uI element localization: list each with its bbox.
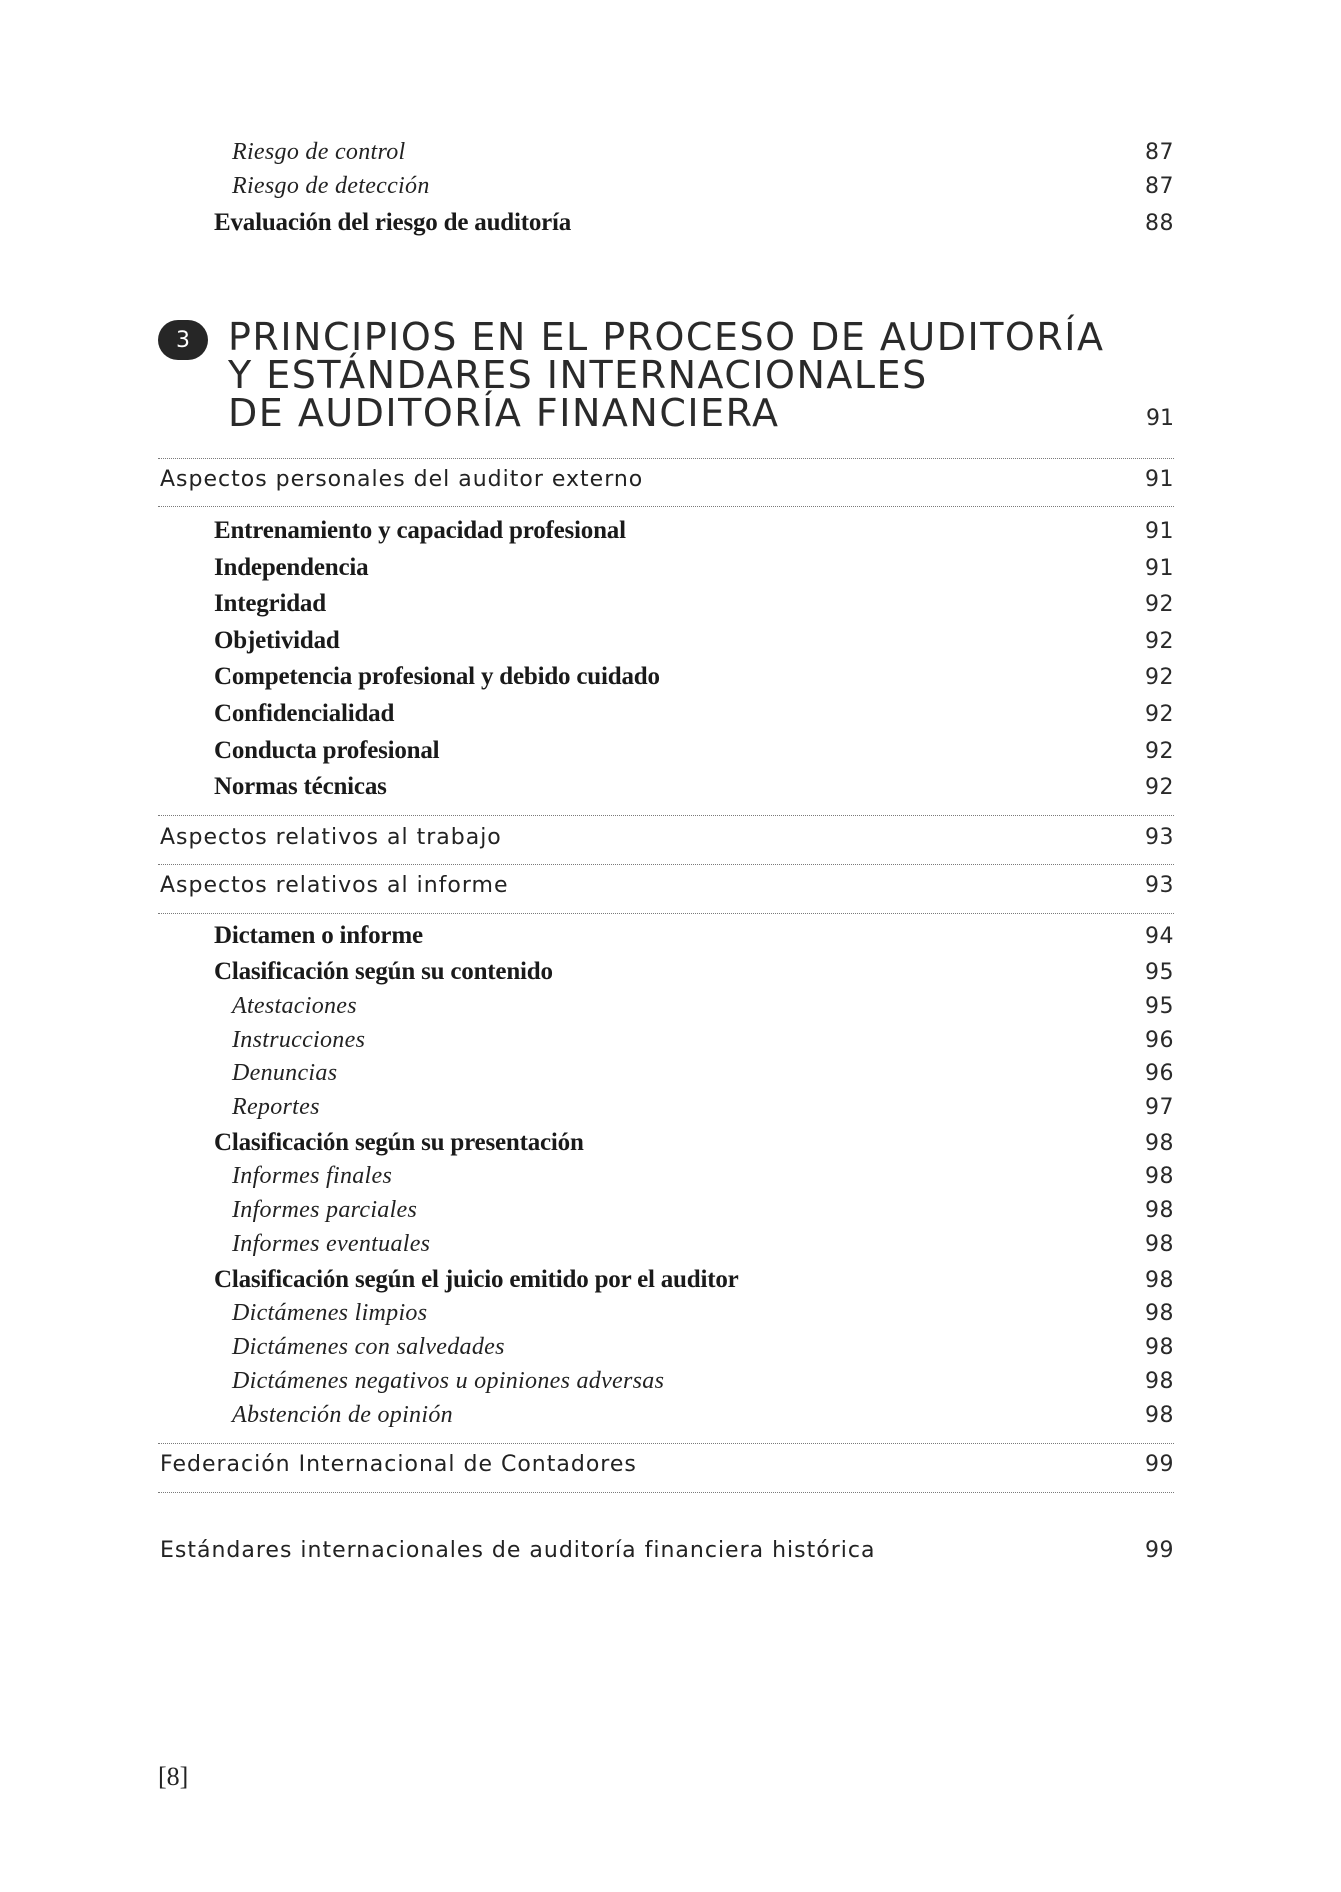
toc-entry-page: 98 (1145, 1131, 1174, 1156)
toc-entry-text: Normas técnicas (214, 773, 387, 800)
toc-entry-clasificacion-contenido[interactable] (158, 958, 1174, 990)
toc-entry-page: 96 (1145, 1061, 1174, 1086)
toc-entry-text: Riesgo de detección (232, 173, 430, 199)
chapter-title (228, 315, 1105, 435)
toc-entry-text: Clasificación según su contenido (214, 958, 553, 985)
toc-entry-text: Conducta profesional (214, 737, 440, 764)
toc-section-aspectos-trabajo[interactable] (158, 825, 1174, 857)
toc-section-page: 93 (1145, 873, 1174, 898)
dotted-divider (158, 864, 1174, 865)
toc-entry-text: Integridad (214, 590, 326, 617)
toc-entry-text: Dictámenes con salvedades (232, 1334, 505, 1360)
toc-section-title: Estándares internacionales de auditoría financiera histórica (160, 1538, 876, 1563)
toc-entry-page: 98 (1145, 1369, 1174, 1394)
toc-section-page: 91 (1145, 467, 1174, 492)
toc-section-page: 99 (1145, 1538, 1174, 1563)
toc-section-estandares[interactable] (158, 1538, 1174, 1570)
toc-entry-text: Atestaciones (232, 993, 357, 1019)
toc-entry-page: 98 (1145, 1335, 1174, 1360)
chapter-heading[interactable] (158, 315, 1174, 435)
toc-entry-page: 88 (1145, 211, 1174, 236)
toc-entry-text: Dictámenes limpios (232, 1300, 428, 1326)
toc-entry-page: 92 (1145, 775, 1174, 800)
toc-entry-page: 92 (1145, 629, 1174, 654)
toc-entry-dictamenes-negativos[interactable] (158, 1368, 1174, 1400)
toc-entry-text: Reportes (232, 1094, 320, 1120)
toc-entry-entrenamiento[interactable] (158, 517, 1174, 549)
toc-section-federacion[interactable] (158, 1452, 1174, 1484)
toc-entry-dictamen[interactable] (158, 922, 1174, 954)
toc-entry-confidencialidad[interactable] (158, 700, 1174, 732)
toc-entry-objetividad[interactable] (158, 627, 1174, 659)
toc-entry-text: Dictamen o informe (214, 922, 423, 949)
page-number: [8] (158, 1762, 189, 1791)
toc-entry-page: 95 (1145, 994, 1174, 1019)
toc-entry-integridad[interactable] (158, 590, 1174, 622)
toc-entry-denuncias[interactable] (158, 1060, 1174, 1092)
chapter-page: 91 (1146, 406, 1174, 431)
toc-entry-competencia[interactable] (158, 663, 1174, 695)
toc-entry-page: 98 (1145, 1198, 1174, 1223)
toc-entry-page: 87 (1145, 174, 1174, 199)
toc-entry-page: 92 (1145, 739, 1174, 764)
toc-entry-clasificacion-juicio[interactable] (158, 1266, 1174, 1298)
chapter-title-line: DE AUDITORÍA FINANCIERA (228, 391, 780, 435)
toc-entry-page: 92 (1145, 665, 1174, 690)
dotted-divider (158, 815, 1174, 816)
toc-section-title: Federación Internacional de Contadores (160, 1452, 637, 1477)
toc-entry-text: Denuncias (232, 1060, 338, 1086)
toc-entry-riesgo-control[interactable] (158, 139, 1174, 171)
toc-entry-reportes[interactable] (158, 1094, 1174, 1126)
toc-entry-page: 92 (1145, 592, 1174, 617)
toc-entry-text: Clasificación según el juicio emitido por el auditor (214, 1266, 739, 1293)
toc-section-page: 99 (1145, 1452, 1174, 1477)
toc-entry-text: Confidencialidad (214, 700, 395, 727)
toc-entry-page: 97 (1145, 1095, 1174, 1120)
toc-entry-dictamenes-limpios[interactable] (158, 1300, 1174, 1332)
toc-entry-text: Clasificación según su presentación (214, 1129, 584, 1156)
toc-entry-evaluacion-riesgo[interactable] (158, 209, 1174, 241)
dotted-divider (158, 1492, 1174, 1493)
toc-entry-page: 92 (1145, 702, 1174, 727)
toc-entry-text: Instrucciones (232, 1027, 366, 1053)
toc-entry-riesgo-deteccion[interactable] (158, 173, 1174, 205)
toc-entry-normas-tecnicas[interactable] (158, 773, 1174, 805)
chapter-number-badge: 3 (158, 320, 208, 360)
toc-section-aspectos-informe[interactable] (158, 873, 1174, 905)
toc-entry-atestaciones[interactable] (158, 993, 1174, 1025)
toc-entry-text: Abstención de opinión (232, 1402, 453, 1428)
toc-entry-text: Competencia profesional y debido cuidado (214, 663, 660, 690)
toc-entry-text: Riesgo de control (232, 139, 406, 165)
toc-section-aspectos-personales[interactable] (158, 467, 1174, 499)
toc-entry-text: Dictámenes negativos u opiniones adversas (232, 1368, 665, 1394)
toc-entry-page: 96 (1145, 1028, 1174, 1053)
toc-entry-informes-finales[interactable] (158, 1163, 1174, 1195)
dotted-divider (158, 506, 1174, 507)
toc-entry-page: 95 (1145, 960, 1174, 985)
toc-entry-page: 87 (1145, 140, 1174, 165)
chapter-title-line: PRINCIPIOS EN EL PROCESO DE AUDITORÍA (228, 315, 1105, 359)
toc-entry-text: Informes parciales (232, 1197, 418, 1223)
dotted-divider (158, 1443, 1174, 1444)
toc-entry-text: Independencia (214, 554, 369, 581)
toc-entry-page: 98 (1145, 1301, 1174, 1326)
toc-entry-text: Entrenamiento y capacidad profesional (214, 517, 626, 544)
toc-entry-informes-parciales[interactable] (158, 1197, 1174, 1229)
toc-entry-page: 91 (1145, 556, 1174, 581)
toc-section-title: Aspectos personales del auditor externo (160, 467, 644, 492)
toc-section-page: 93 (1145, 825, 1174, 850)
toc-entry-page: 91 (1145, 519, 1174, 544)
toc-section-title: Aspectos relativos al trabajo (160, 825, 502, 850)
toc-entry-independencia[interactable] (158, 554, 1174, 586)
toc-entry-text: Objetividad (214, 627, 340, 654)
toc-entry-abstencion[interactable] (158, 1402, 1174, 1434)
toc-entry-text: Informes eventuales (232, 1231, 431, 1257)
toc-entry-clasificacion-presentacion[interactable] (158, 1129, 1174, 1161)
toc-entry-page: 98 (1145, 1403, 1174, 1428)
toc-entry-dictamenes-salvedades[interactable] (158, 1334, 1174, 1366)
toc-entry-text: Evaluación del riesgo de auditoría (214, 209, 572, 236)
toc-entry-instrucciones[interactable] (158, 1027, 1174, 1059)
dotted-divider (158, 458, 1174, 459)
toc-entry-page: 98 (1145, 1268, 1174, 1293)
toc-entry-conducta[interactable] (158, 737, 1174, 769)
toc-entry-page: 98 (1145, 1164, 1174, 1189)
toc-entry-page: 94 (1145, 924, 1174, 949)
toc-entry-informes-eventuales[interactable] (158, 1231, 1174, 1263)
toc-entry-text: Informes finales (232, 1163, 393, 1189)
toc-entry-page: 98 (1145, 1232, 1174, 1257)
toc-section-title: Aspectos relativos al informe (160, 873, 509, 898)
chapter-title-line: Y ESTÁNDARES INTERNACIONALES (228, 353, 928, 397)
dotted-divider (158, 913, 1174, 914)
